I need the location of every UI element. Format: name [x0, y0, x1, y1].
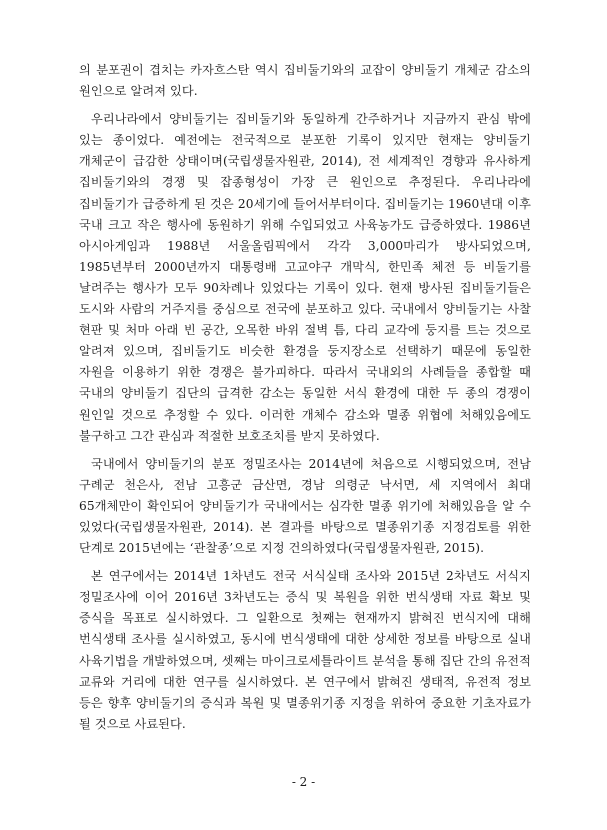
paragraph-domestic-status: 우리나라에서 양비둘기는 집비둘기와 동일하게 간주하거나 지금까지 관심 밖에 있는 종이었다. 예전에는 전국적으로 분포한 기록이 있지만 현재는 양비둘기 개체군이 급감한 상태이며(국립생물자원관, 2014), 전 세계적인 경향과 유사하게 집비둘기와의 경쟁 및 잡종형성이 가장 큰 원인으로 추정된다. 우리나라에 집비둘기가 급증하게 된 것은 20세기에 들어서부터이다. 집비둘기는 1960년대 이후 국내 크고 작은 행사에 동원하기 위해 수입되었고 사육농가도 급증하였다. 1986년 아시아게임과 1988년 서울올림픽에서 각각 3,000마리가 방사되었으며, 1985년부터 2000년까지 대통령배 고교야구 개막식, 한민족 체전 등 비둘기를 날려주는 행사가 모두 90차례나 있었다는 기록이 있다. 현재 방사된 집비둘기들은 도시와 사람의 거주지를 중심으로 전국에 분포하고 있다. 국내에서 양비둘기는 사찰 현판 및 처마 아래 빈 공간, 오목한 바위 절벽 틈, 다리 교각에 둥지를 트는 것으로 알려져 있으며, 집비둘기도 비슷한 환경을 둥지장소로 선택하기 때문에 동일한 자원을 이용하기 위한 경쟁은 불가피하다. 따라서 국내외의 사례들을 종합할 때 국내의 양비둘기 집단의 급격한 감소는 동일한 서식 환경에 대한 두 종의 경쟁이 원인일 것으로 추정할 수 있다. 이러한 개체수 감소와 멸종 위협에 처해있음에도 불구하고 그간 관심과 적절한 보호조치를 받지 못하였다.: [79, 112, 531, 443]
paragraph-study-objectives: 본 연구에서는 2014년 1차년도 전국 서식실태 조사와 2015년 2차년도 서식지 정밀조사에 이어 2016년 3차년도는 증식 및 복원을 위한 번식생태 자료 확보 및 증식을 목표로 실시하였다. 그 일환으로 첫째는 현재까지 밝혀진 번식지에 대해 번식생태 조사를 실시하였고, 동시에 번식생태에 대한 상세한 정보를 바탕으로 실내 사육기법을 개발하였으며, 셋째는 마이크로세틀라이트 분석을 통해 집단 간의 유전적 교류와 거리에 대한 연구를 실시하였다. 본 연구에서 밝혀진 생태적, 유전적 정보 등은 향후 양비둘기의 증식과 복원 및 멸종위기종 지정을 위하여 중요한 기초자료가 될 것으로 사료된다.: [79, 569, 531, 731]
document-body: [79, 60, 531, 742]
page-number: - 2 -: [291, 775, 316, 789]
paragraph-distribution-survey: 국내에서 양비둘기의 분포 정밀조사는 2014년에 처음으로 시행되었으며, 전남 구례군 천은사, 전남 고흥군 금산면, 경남 의령군 낙서면, 세 지역에서 최대 65개체만이 확인되어 양비둘기가 국내에서는 심각한 멸종 위기에 처해있음을 알 수 있었다(국립생물자원관, 2014). 본 결과를 바탕으로 멸종위기종 지정검토를 위한 단계로 2015년에는 ‘관찰종’으로 지정 건의하였다(국립생물자원관, 2015).: [79, 456, 531, 556]
paragraph-continuation: 의 분포권이 겹치는 카자흐스탄 역시 집비둘기와의 교잡이 양비둘기 개체군 감소의 원인으로 알려져 있다.: [79, 63, 531, 99]
